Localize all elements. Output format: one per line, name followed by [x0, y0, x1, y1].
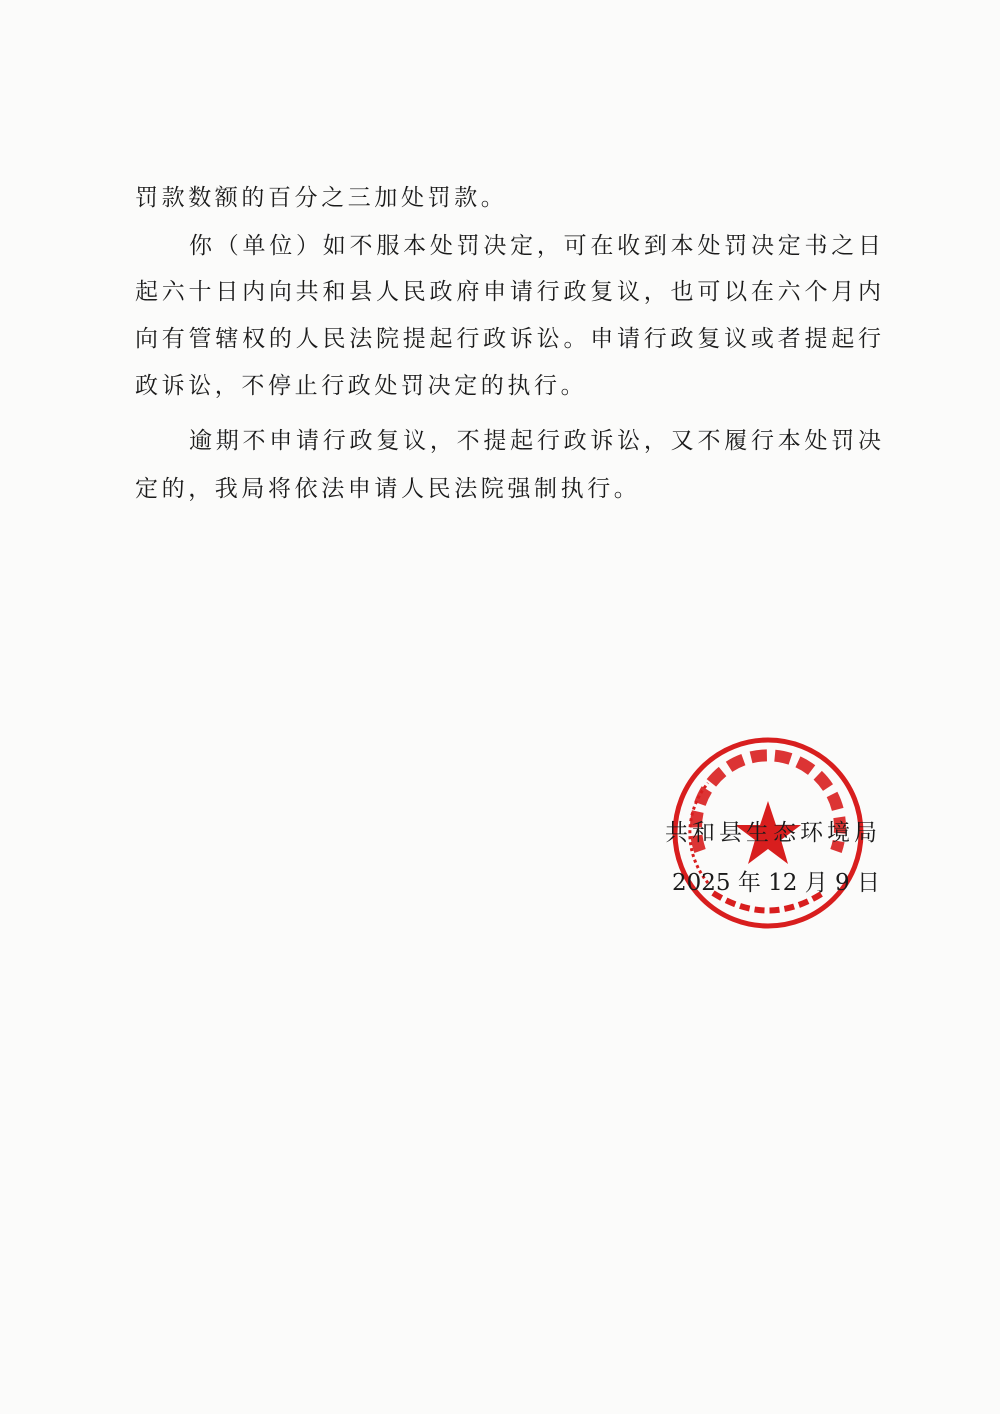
- paragraph-3-line-2: 定的，我局将依法申请人民法院强制执行。: [135, 476, 641, 502]
- paragraph-2-line-1: 你（单位）如不服本处罚决定，可在收到本处罚决定书之日: [189, 233, 881, 259]
- paragraph-2-line-3: 向有管辖权的人民法院提起行政诉讼。申请行政复议或者提起行: [135, 326, 881, 352]
- paragraph-2-line-4: 政诉讼，不停止行政处罚决定的执行。: [135, 373, 588, 399]
- issuer-name: 共和县生态环境局: [665, 820, 879, 846]
- issue-date: 2025 年 12 月 9 日: [672, 870, 880, 896]
- paragraph-2-line-2: 起六十日内向共和县人民政府申请行政复议，也可以在六个月内: [135, 279, 881, 305]
- paragraph-3-line-1: 逾期不申请行政复议，不提起行政诉讼，又不履行本处罚决: [189, 428, 881, 454]
- paragraph-1-line-1: 罚款数额的百分之三加处罚款。: [135, 185, 508, 211]
